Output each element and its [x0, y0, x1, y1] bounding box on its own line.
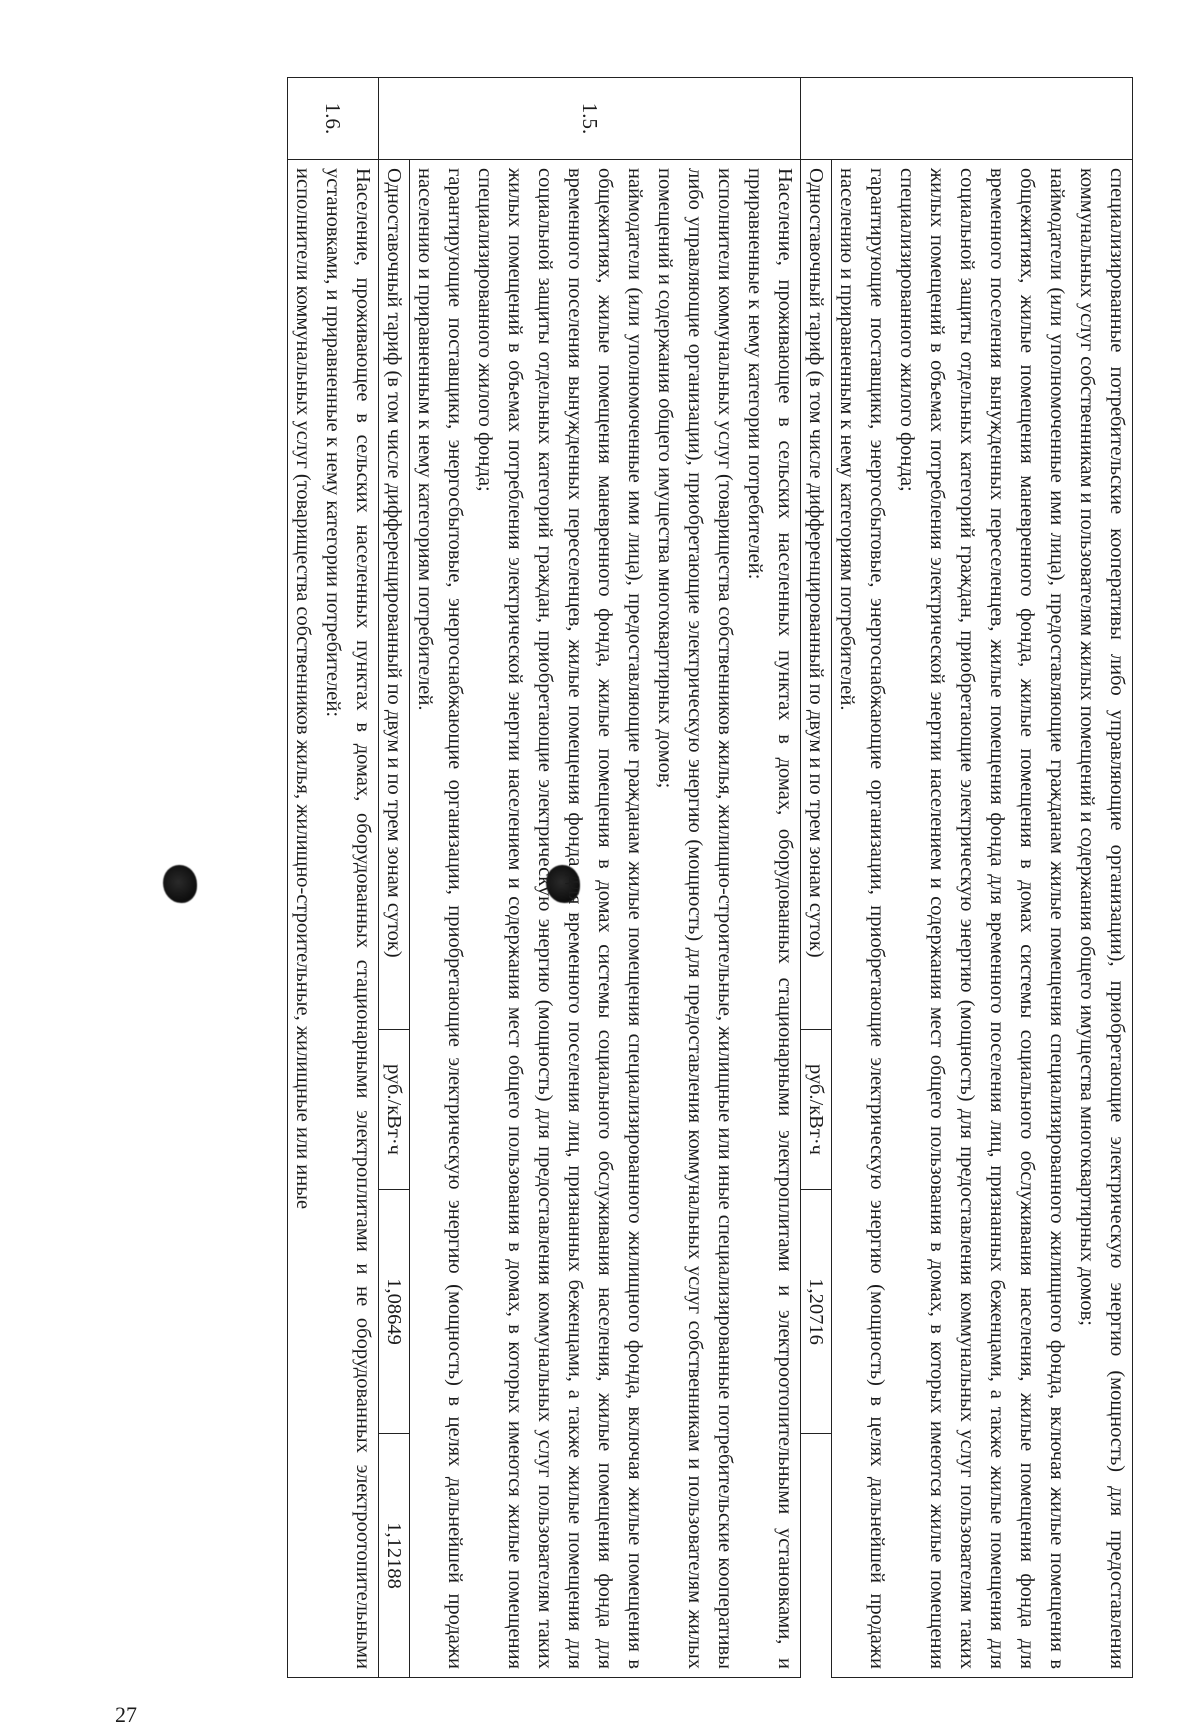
rotated-content [13, 77, 1133, 1727]
section-1-5-paragraph-4: гарантирующие поставщики, энергосбытовые, энергоснабжающие организации, приобретающие электрическую энергию (мощность) в целях дальнейшей продажи населению и приравненным к нему категориям потребителей. [414, 168, 466, 1670]
section-1-5-paragraph-3: наймодатели (или уполномоченные ими лица), предоставляющие гражданам жилые помещения специализированного жилищного фонда, включая жилые помещения в общежитиях, жилые помещения маневренного фонда, жилые помещения в домах системы социального обслуживания населения, жилые помещения фонда для временного поселения вынужденных переселенцев, жилые помещения фонда для временного поселения лиц, признанных беженцами, а также жилые помещения для социальной защиты отдельных категорий граждан, приобретающие электрическую энергию (мощность) для предоставления коммунальных услуг пользователям таких жилых помещений в объемах потребления электрической энергии населением и содержания мест общего пользования в домах, в которых имеются жилые помещения специализированного жилого фонда; [474, 168, 646, 1670]
continuation-paragraph-1: специализированные потребительские кооперативы либо управляющие организации), приобретающие электрическую энергию (мощность) для предоставления коммунальных услуг собственникам и пользователям жилых помещений и содержания общего имущества многоквартирных домов; [1076, 168, 1128, 1670]
section-1-6-number: 1.6. [321, 102, 346, 135]
continuation-tariff-row [801, 78, 832, 1678]
continuation-paragraph-3: гарантирующие поставщики, энергосбытовые, энергоснабжающие организации, приобретающие электрическую энергию (мощность) в целях дальнейшей продажи населению и приравненным к нему категориям потребителей. [836, 168, 888, 1670]
section-1-5-tariff-label: Одноставочный тариф (в том числе дифференцированный по двум и по трем зонам суток) [379, 160, 410, 1030]
section-1-5-paragraph-1: Население, проживающее в сельских населенных пунктах в домах, оборудованных стационарными электроплитами и электроотопительными установками, и приравненные к нему категории потребителей: [744, 168, 796, 1670]
section-1-5-value-1-text: 1,08649 [383, 1278, 405, 1345]
section-1-5-number: 1.5. [578, 102, 602, 135]
continuation-paragraph-2: наймодатели (или уполномоченные ими лица), предоставляющие гражданам жилые помещения специализированного жилищного фонда, включая жилые помещения в общежитиях, жилые помещения маневренного фонда, жилые помещения в домах системы социального обслуживания населения, жилые помещения фонда для временного поселения вынужденных переселенцев, жилые помещения фонда для временного поселения лиц, признанных беженцами, а также жилые помещения для социальной защиты отдельных категорий граждан, приобретающие электрическую энергию (мощность) для предоставления коммунальных услуг пользователям таких жилых помещений в объемах потребления электрической энергии населением и содержания мест общего пользования в домах, в которых имеются жилые помещения специализированного жилого фонда; [896, 168, 1068, 1670]
section-1-6-description-row [288, 78, 379, 1678]
continuation-tariff-value-1 [801, 1190, 832, 1434]
section-1-6-paragraph-2: исполнители коммунальных услуг (товарищества собственников жилья, жилищно-строительные, жилищные или иные [292, 168, 314, 1210]
section-1-5-description-cell [410, 160, 801, 1678]
section-1-5-number-cell [379, 78, 801, 160]
section-1-5-tariff-unit: руб./кВт·ч [379, 1030, 410, 1190]
continuation-tariff-label: Одноставочный тариф (в том числе дифференцированный по двум и по трем зонам суток) [801, 160, 832, 1030]
section-1-5-value-2-text: 1,12188 [383, 1522, 405, 1589]
continuation-description-cell [832, 160, 1133, 1678]
section-1-6-paragraph-1: Население, проживающее в сельских населенных пунктах в домах, оборудованных стационарными электроплитами и не оборудованных электроотопительными установками, и приравненные к нему категории потребителей: [322, 168, 374, 1670]
section-1-5-paragraph-2: исполнители коммунальных услуг (товарищества собственников жилья, жилищно-строительные, жилищные или иные специализированные потребительские кооперативы либо управляющие организации), приобретающие электрическую энергию (мощность) для предоставления коммунальных услуг собственникам и пользователям жилых помещений и содержания общего имущества многоквартирных домов; [654, 168, 736, 1670]
section-1-5-tariff-row [379, 78, 410, 1678]
continuation-tariff-unit: руб./кВт·ч [801, 1030, 832, 1190]
tariff-table [287, 77, 1133, 1678]
section-1-5-description-row [410, 78, 801, 1678]
section-1-6-number-cell [288, 78, 379, 160]
continuation-value-1-text: 1,20716 [805, 1278, 827, 1345]
continuation-number-cell [801, 78, 1133, 160]
section-1-5-tariff-value-2 [379, 1434, 410, 1678]
section-1-6-description-cell [288, 160, 379, 1678]
page-number: 27 [115, 1702, 137, 1727]
section-1-5-tariff-value-1 [379, 1190, 410, 1434]
continuation-description-row [832, 78, 1133, 1678]
